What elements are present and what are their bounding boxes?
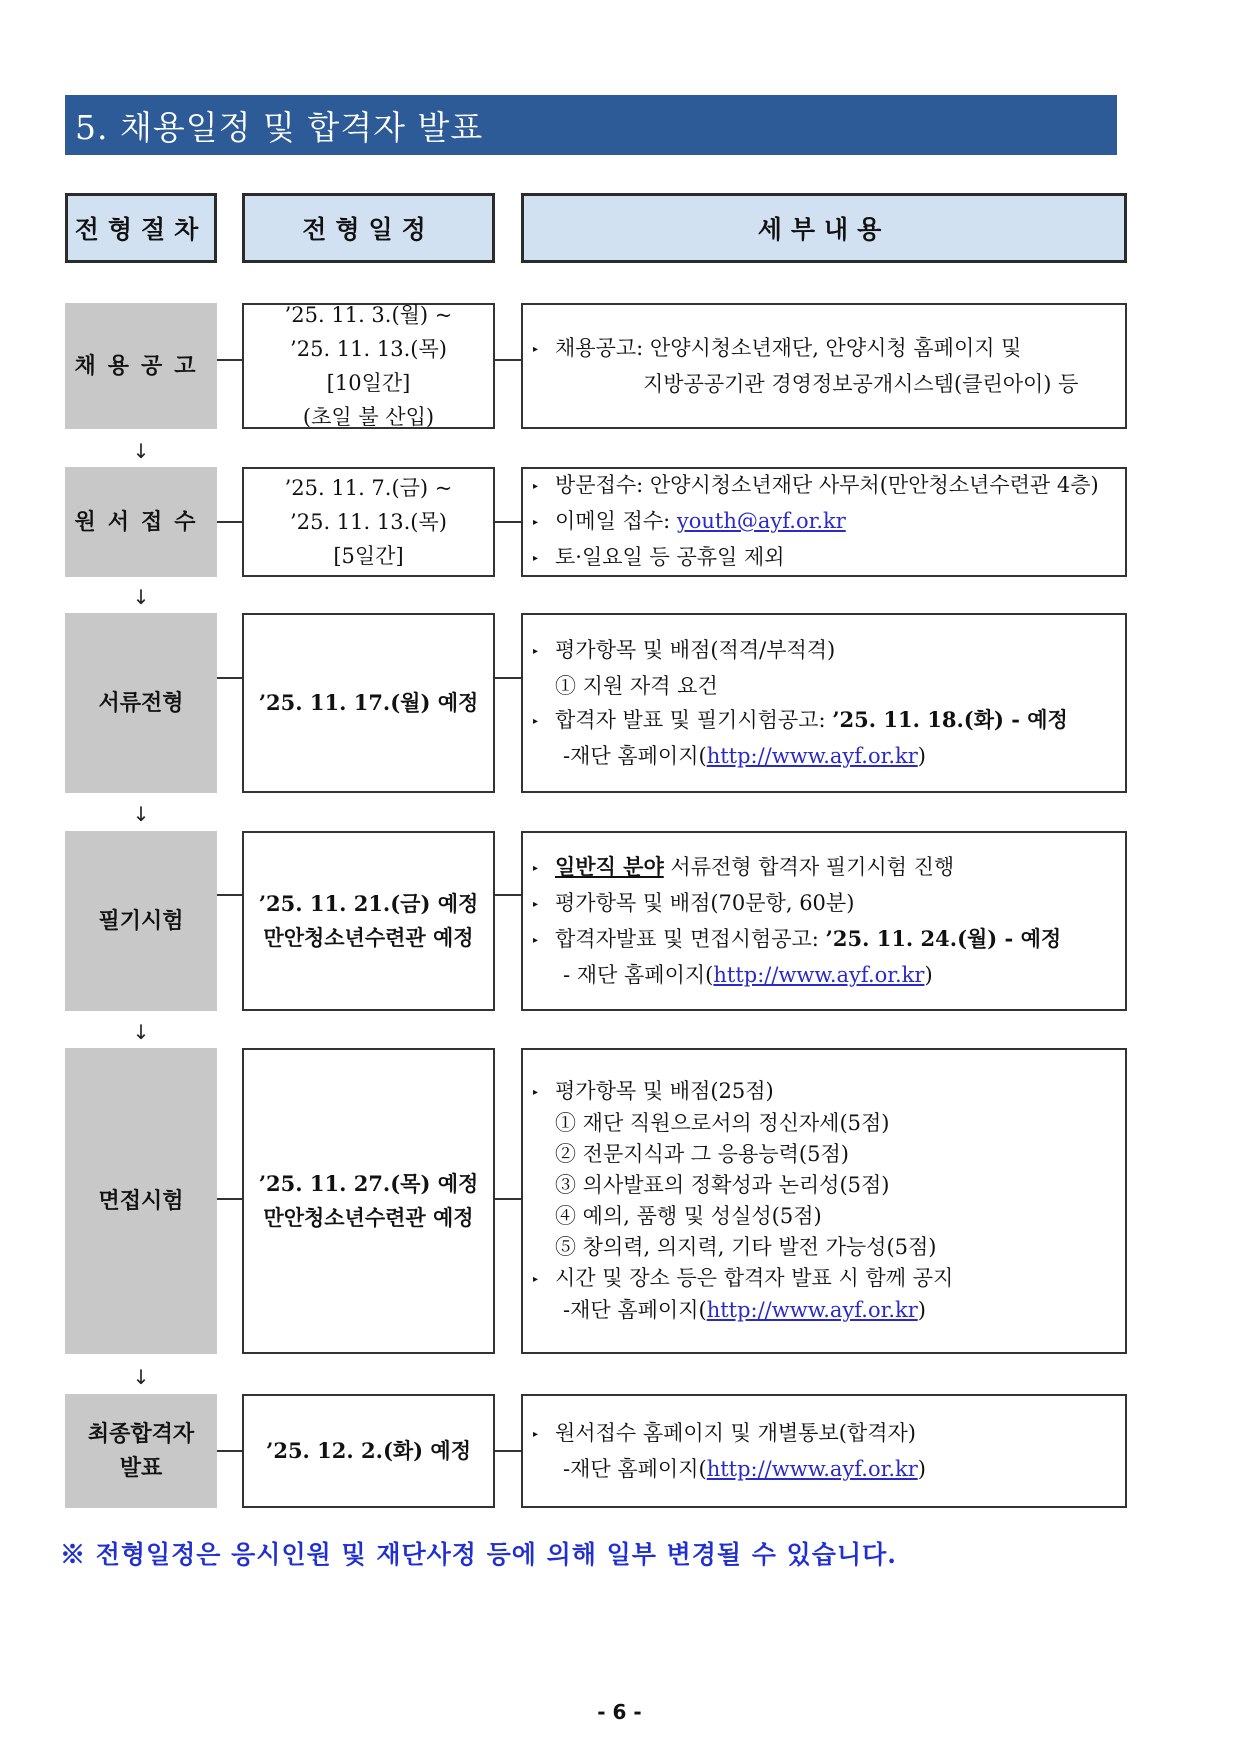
schedule-line: ’25. 11. 21.(금) 예정 bbox=[258, 891, 479, 916]
connector-line bbox=[495, 521, 521, 523]
bullet-icon: ▸ bbox=[533, 899, 539, 910]
detail-label: -재단 홈페이지( bbox=[563, 744, 707, 768]
announcement-date: ’25. 11. 18.(화) - 예정 bbox=[832, 707, 1068, 732]
arrow-down-icon: ↓ bbox=[132, 1020, 150, 1044]
header-schedule: 전형일정 bbox=[242, 193, 495, 263]
connector-line bbox=[495, 894, 521, 896]
detail-text: 방문접수: 안양시청소년재단 사무처(만안청소년수련관 4층) bbox=[555, 473, 1099, 497]
detail-text: ③ 의사발표의 정확성과 논리성(5점) bbox=[555, 1173, 890, 1197]
detail-label: -재단 홈페이지( bbox=[563, 1457, 707, 1481]
detail-text: ① 지원 자격 요건 bbox=[555, 674, 718, 698]
bullet-icon: ▸ bbox=[533, 1274, 539, 1285]
schedule-application bbox=[242, 467, 495, 577]
connector-line bbox=[217, 359, 242, 361]
detail-text: 지방공공기관 경영정보공개시스템(클린아이) 등 bbox=[643, 372, 1079, 396]
stage-label: 최종합격자 bbox=[87, 1421, 195, 1447]
schedule-document-screening bbox=[242, 613, 495, 793]
detail-text: ② 전문지식과 그 응용능력(5점) bbox=[555, 1142, 849, 1166]
bullet-icon: ▸ bbox=[533, 517, 539, 528]
homepage-link[interactable]: http://www.ayf.or.kr bbox=[706, 1298, 918, 1322]
detail-document-screening bbox=[521, 613, 1127, 793]
detail-label: -재단 홈페이지( bbox=[563, 1298, 707, 1322]
page-number: - 6 - bbox=[597, 1700, 642, 1724]
stage-interview bbox=[65, 1048, 217, 1354]
arrow-down-icon: ↓ bbox=[132, 439, 150, 463]
connector-line bbox=[217, 1450, 242, 1452]
schedule-line: ’25. 11. 13.(목) bbox=[290, 510, 447, 534]
stage-label: 발표 bbox=[119, 1455, 163, 1481]
schedule-line: ’25. 11. 17.(월) 예정 bbox=[258, 690, 479, 715]
schedule-line: [10일간] bbox=[326, 371, 411, 395]
stage-written-exam bbox=[65, 831, 217, 1011]
schedule-line: ’25. 12. 2.(화) 예정 bbox=[266, 1438, 471, 1463]
bullet-icon: ▸ bbox=[533, 863, 539, 874]
detail-text: ① 재단 직원으로서의 정신자세(5점) bbox=[555, 1111, 890, 1135]
schedule-interview bbox=[242, 1048, 495, 1354]
homepage-link[interactable]: http://www.ayf.or.kr bbox=[706, 1457, 918, 1481]
stage-recruitment-notice bbox=[65, 303, 217, 429]
detail-written-exam bbox=[521, 831, 1127, 1011]
bullet-icon: ▸ bbox=[533, 716, 539, 727]
schedule-written-exam bbox=[242, 831, 495, 1011]
detail-label: ) bbox=[924, 963, 933, 987]
header-detail: 세부내용 bbox=[521, 193, 1127, 263]
detail-text: 시간 및 장소 등은 합격자 발표 시 함께 공지 bbox=[555, 1266, 954, 1290]
bullet-icon: ▸ bbox=[533, 344, 539, 355]
homepage-link[interactable]: http://www.ayf.or.kr bbox=[706, 744, 918, 768]
detail-label: ) bbox=[917, 1298, 926, 1322]
detail-label: ) bbox=[917, 1457, 926, 1481]
stage-label: 면접시험 bbox=[98, 1188, 184, 1214]
header-stage: 전형절차 bbox=[65, 193, 217, 263]
schedule-final-announcement bbox=[242, 1394, 495, 1508]
stage-final-announcement bbox=[65, 1394, 217, 1508]
stage-document-screening bbox=[65, 613, 217, 793]
arrow-down-icon: ↓ bbox=[132, 1365, 150, 1389]
detail-label: ) bbox=[917, 744, 926, 768]
schedule-line: ’25. 11. 3.(월) ~ bbox=[284, 303, 453, 327]
arrow-down-icon: ↓ bbox=[132, 585, 150, 609]
detail-label: 합격자발표 및 면접시험공고: bbox=[555, 927, 826, 951]
connector-line bbox=[495, 1450, 521, 1452]
bullet-icon: ▸ bbox=[533, 935, 539, 946]
stage-label: 서류전형 bbox=[98, 690, 184, 716]
connector-line bbox=[217, 1198, 242, 1200]
detail-text: ④ 예의, 품행 및 성실성(5점) bbox=[555, 1204, 822, 1228]
bullet-icon: ▸ bbox=[533, 481, 539, 492]
detail-recruitment-notice bbox=[521, 303, 1127, 429]
schedule-line: [5일간] bbox=[333, 544, 404, 568]
connector-line bbox=[495, 359, 521, 361]
schedule-line: ’25. 11. 7.(금) ~ bbox=[284, 476, 453, 500]
detail-label: 합격자 발표 및 필기시험공고: bbox=[555, 708, 833, 732]
bullet-icon: ▸ bbox=[533, 553, 539, 564]
schedule-line: ’25. 11. 27.(목) 예정 bbox=[258, 1171, 479, 1196]
detail-text: 안양시청소년재단, 안양시청 홈페이지 및 bbox=[643, 336, 1022, 360]
detail-text: 토·일요일 등 공휴일 제외 bbox=[555, 545, 785, 569]
schedule-recruitment-notice bbox=[242, 303, 495, 429]
bullet-icon: ▸ bbox=[533, 1087, 539, 1098]
arrow-down-icon: ↓ bbox=[132, 802, 150, 826]
detail-label: - 재단 홈페이지( bbox=[563, 963, 714, 987]
detail-label: 채용공고: bbox=[555, 336, 644, 360]
detail-text: 평가항목 및 배점(적격/부적격) bbox=[555, 638, 836, 662]
detail-text: ⑤ 창의력, 의지력, 기타 발전 가능성(5점) bbox=[555, 1235, 937, 1259]
detail-text: 평가항목 및 배점(25점) bbox=[555, 1079, 774, 1103]
detail-interview bbox=[521, 1048, 1127, 1354]
detail-text: 평가항목 및 배점(70문항, 60분) bbox=[555, 891, 855, 915]
connector-line bbox=[217, 677, 242, 679]
stage-label: 채용공고 bbox=[74, 353, 208, 379]
stage-label: 원서접수 bbox=[74, 509, 208, 535]
announcement-date: ’25. 11. 24.(월) - 예정 bbox=[825, 926, 1062, 951]
connector-line bbox=[217, 521, 242, 523]
stage-label: 필기시험 bbox=[98, 908, 184, 934]
homepage-link[interactable]: http://www.ayf.or.kr bbox=[713, 963, 925, 987]
schedule-change-note: ※ 전형일정은 응시인원 및 재단사정 등에 의해 일부 변경될 수 있습니다. bbox=[60, 1540, 897, 1569]
connector-line bbox=[217, 894, 242, 896]
detail-text: 서류전형 합격자 필기시험 진행 bbox=[663, 855, 955, 879]
connector-line bbox=[495, 1198, 521, 1200]
detail-label: 이메일 접수: bbox=[555, 509, 677, 533]
detail-application bbox=[521, 467, 1127, 577]
bullet-icon: ▸ bbox=[533, 646, 539, 657]
stage-application bbox=[65, 467, 217, 577]
bullet-icon: ▸ bbox=[533, 1429, 539, 1440]
email-link[interactable]: youth@ayf.or.kr bbox=[676, 509, 846, 533]
target-field: 일반직 분야 bbox=[555, 854, 664, 879]
section-title: 5. 채용일정 및 합격자 발표 bbox=[65, 95, 1117, 155]
connector-line bbox=[495, 677, 521, 679]
schedule-line: 만안청소년수련관 예정 bbox=[263, 1205, 474, 1230]
schedule-line: 만안청소년수련관 예정 bbox=[263, 925, 474, 950]
detail-text: 원서접수 홈페이지 및 개별통보(합격자) bbox=[555, 1421, 916, 1445]
schedule-line: (초일 불 산입) bbox=[302, 405, 435, 429]
detail-final-announcement bbox=[521, 1394, 1127, 1508]
schedule-line: ’25. 11. 13.(목) bbox=[290, 337, 447, 361]
